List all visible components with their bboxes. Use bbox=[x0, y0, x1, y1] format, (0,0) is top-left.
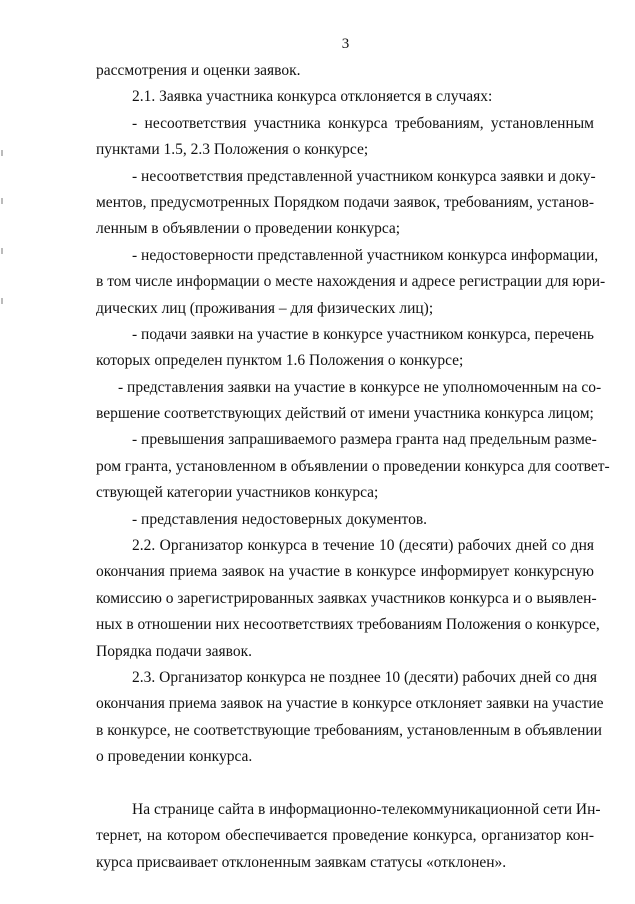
text-line: ных в отношении них несоответствиях требованиям Положения о конкурсе, bbox=[96, 616, 600, 634]
text-line: в конкурсе, не соответствующие требованиям, установленным в объявлении bbox=[96, 721, 602, 739]
text-line: На странице сайта в информационно-телекоммуникационной сети Ин- bbox=[132, 800, 601, 818]
text-line: пунктами 1.5, 2.3 Положения о конкурсе; bbox=[96, 141, 369, 159]
text-line: в том числе информации о месте нахождения и адресе регистрации для юри- bbox=[96, 273, 606, 291]
text-line: дических лиц (проживания – для физических лиц); bbox=[96, 299, 434, 317]
scan-margin-marks bbox=[1, 150, 5, 310]
text-line: ром гранта, установленном в объявлении о проведении конкурса для соответ- bbox=[96, 457, 610, 475]
text-line: тернет, на котором обеспечивается проведение конкурса, организатор кон- bbox=[96, 827, 594, 845]
text-line: - подачи заявки на участие в конкурсе участником конкурса, перечень bbox=[132, 325, 594, 343]
text-line: - представления заявки на участие в конкурсе не уполномоченным на со- bbox=[118, 378, 602, 396]
text-line: - недостоверности представленной участником конкурса информации, bbox=[132, 246, 599, 264]
text-line: окончания приема заявок на участие в конкурсе отклоняет заявки на участие bbox=[96, 695, 604, 713]
text-line: ментов, предусмотренных Порядком подачи заявок, требованиям, установ- bbox=[96, 193, 594, 211]
page-number: 3 bbox=[341, 36, 350, 52]
text-line: комиссию о зарегистрированных заявках участников конкурса и о выявлен- bbox=[96, 589, 597, 607]
text-line: 2.2. Организатор конкурса в течение 10 (десяти) рабочих дней со дня bbox=[132, 537, 594, 555]
text-line: Порядка подачи заявок. bbox=[96, 642, 252, 660]
text-line: которых определен пунктом 1.6 Положения о конкурсе; bbox=[96, 352, 464, 370]
text-line bbox=[96, 771, 594, 797]
text-line: - превышения запрашиваемого размера гранта над предельным разме- bbox=[132, 431, 597, 449]
text-line: 2.3. Организатор конкурса не позднее 10 (десяти) рабочих дней со дня bbox=[132, 668, 598, 686]
text-line: - представления недостоверных документов. bbox=[132, 510, 428, 528]
text-line: ствующей категории участников конкурса; bbox=[96, 484, 379, 502]
text-line: 2.1. Заявка участника конкурса отклоняется в случаях: bbox=[132, 88, 493, 106]
text-line: окончания приема заявок на участие в конкурсе информирует конкурсную bbox=[96, 563, 594, 581]
text-line: курса присваивает отклоненным заявкам статусы «отклонен». bbox=[96, 853, 507, 871]
document-body bbox=[96, 58, 610, 876]
text-line: ленным в объявлении о проведении конкурса; bbox=[96, 220, 401, 238]
text-line: рассмотрения и оценки заявок. bbox=[96, 62, 301, 79]
text-line: - несоответствия участника конкурса требованиям, установленным bbox=[132, 114, 594, 132]
text-line: о проведении конкурса. bbox=[96, 748, 253, 766]
text-line: вершение соответствующих действий от имени участника конкурса лицом; bbox=[96, 405, 594, 423]
text-line: - несоответствия представленной участником конкурса заявки и доку- bbox=[132, 167, 596, 185]
